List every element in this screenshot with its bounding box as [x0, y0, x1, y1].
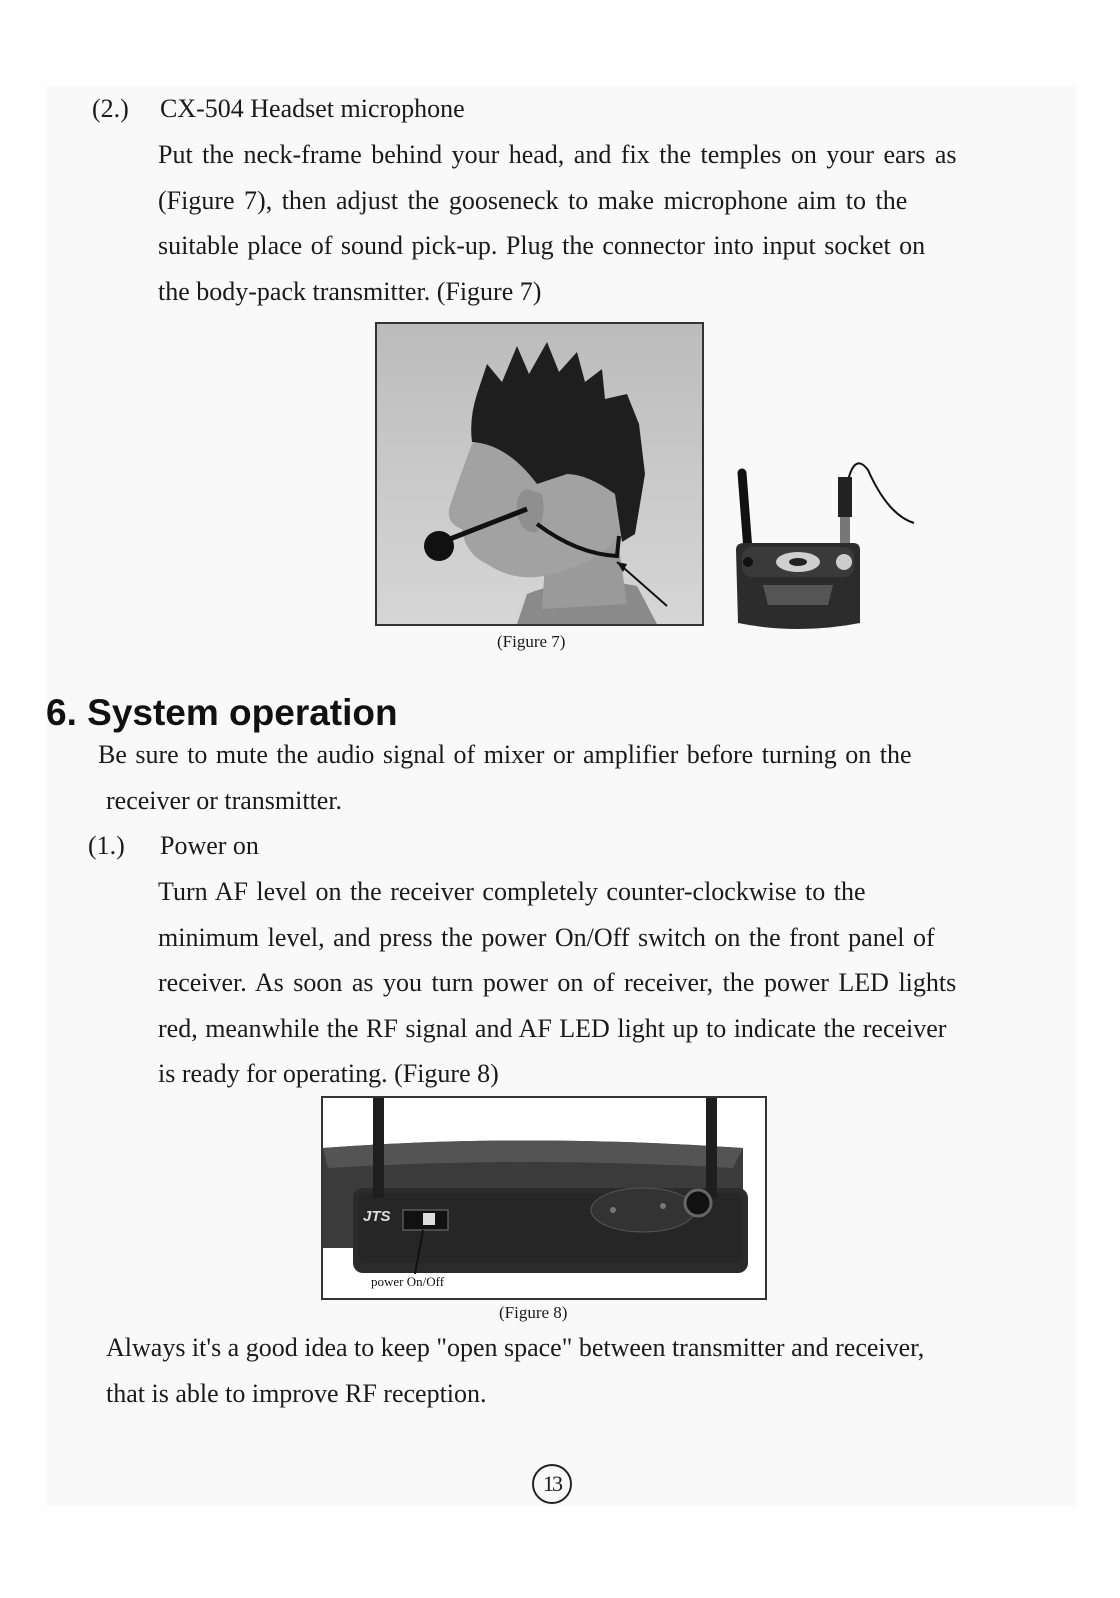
receiver-photo — [321, 1096, 767, 1300]
closing-line: Always it's a good idea to keep "open space" between transmitter and receiver, — [106, 1333, 925, 1362]
section-1-line: is ready for operating. (Figure 8) — [158, 1059, 499, 1088]
section-1-line: minimum level, and press the power On/Off switch on the front panel of — [158, 923, 935, 952]
section-1-line: red, meanwhile the RF signal and AF LED light up to indicate the receiver — [158, 1014, 947, 1043]
section-2-title: CX-504 Headset microphone — [160, 94, 465, 123]
section-1-line: Turn AF level on the receiver completely counter-clockwise to the — [158, 877, 866, 906]
bodypack-transmitter-illustration — [728, 455, 923, 635]
receiver-brand: JTS — [363, 1208, 391, 1225]
closing-line: that is able to improve RF reception. — [106, 1379, 487, 1408]
section-2-line: (Figure 7), then adjust the gooseneck to make microphone aim to the — [158, 186, 908, 215]
section-heading: 6. System operation — [46, 692, 398, 733]
section-1-title: Power on — [160, 831, 259, 860]
section-1-line: receiver. As soon as you turn power on of receiver, the power LED lights — [158, 968, 957, 997]
section-1-number: (1.) — [88, 831, 125, 860]
section-2-line: suitable place of sound pick-up. Plug the connector into input socket on — [158, 231, 926, 260]
headset-photo — [375, 322, 704, 626]
intro-line: Be sure to mute the audio signal of mixer or amplifier before turning on the — [98, 740, 912, 769]
section-2-line: the body-pack transmitter. (Figure 7) — [158, 277, 542, 306]
power-switch-label: power On/Off — [371, 1274, 445, 1289]
intro-line: receiver or transmitter. — [106, 786, 343, 815]
page-number: 13 — [532, 1464, 572, 1504]
section-2-line: Put the neck-frame behind your head, and fix the temples on your ears as — [158, 140, 957, 169]
section-2-number: (2.) — [92, 94, 129, 123]
figure-7-caption: (Figure 7) — [497, 632, 566, 651]
figure-8-caption: (Figure 8) — [499, 1303, 568, 1322]
